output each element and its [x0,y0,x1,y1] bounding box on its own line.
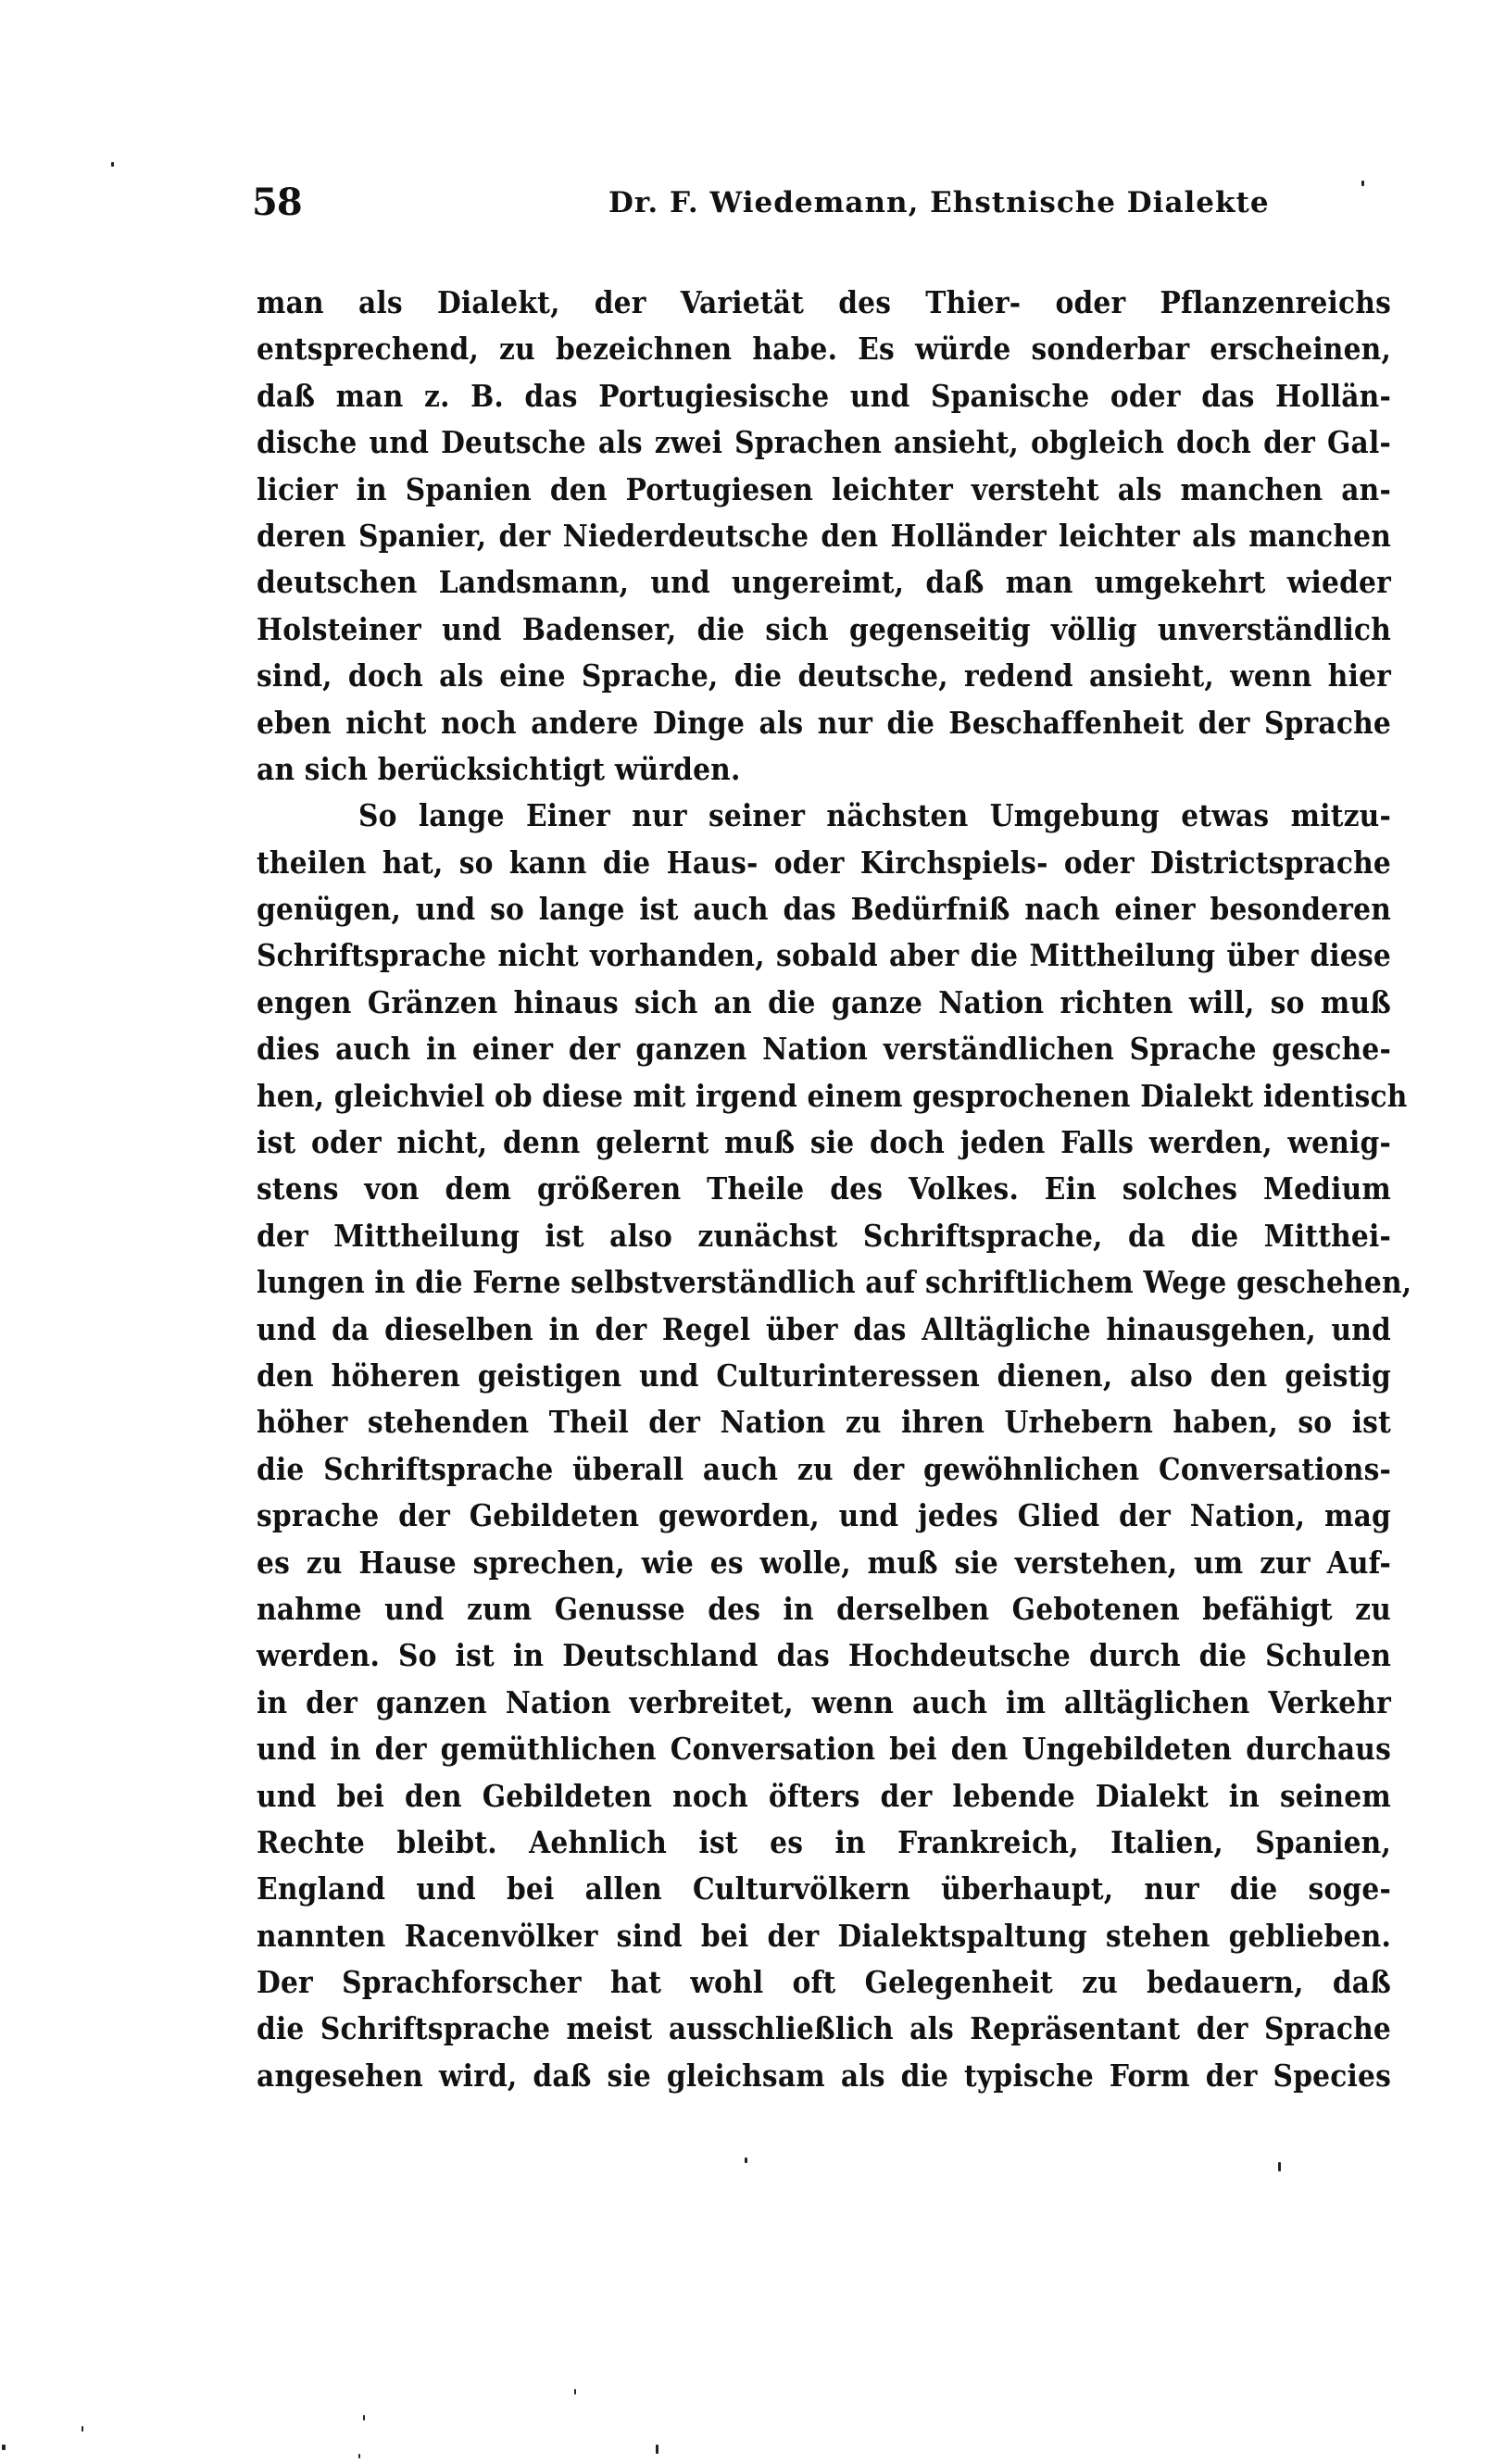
scan-speck [656,2445,658,2454]
text-line: sind, doch als eine Sprache, die deutsche, redend ansieht, wenn hier [257,657,1391,694]
scan-speck [745,2158,747,2163]
text-line: Holsteiner und Badenser, die sich gegenseitig völlig unverständlich [257,610,1391,647]
scan-speck [2,2445,6,2450]
text-line: werden. So ist in Deutschland das Hochdeutsche durch die Schulen [257,1637,1391,1674]
text-line: man als Dialekt, der Varietät des Thier- oder Pflanzenreichs [257,284,1391,320]
text-line: hen, gleichviel ob diese mit irgend einem gesprochenen Dialekt identisch [257,1077,1408,1114]
text-line: entsprechend, zu bezeichnen habe. Es würde sonderbar erscheinen, [257,331,1391,368]
scan-speck [358,2454,360,2458]
text-line: ist oder nicht, denn gelernt muß sie doch jeden Falls werden, wenig- [257,1124,1391,1161]
text-line: höher stehenden Theil der Nation zu ihren Urhebern haben, so ist [257,1404,1391,1441]
running-head: Dr. F. Wiedemann, Ehstnische Dialekte [608,186,1270,219]
text-line: und in der gemüthlichen Conversation bei den Ungebildeten durchaus [257,1731,1391,1768]
page-number: 58 [252,181,302,224]
text-line: die Schriftsprache überall auch zu der gewöhnlichen Conversations- [257,1450,1391,1487]
text-line: eben nicht noch andere Dinge als nur die Beschaffenheit der Sprache [257,704,1391,741]
body-text [257,280,1412,2099]
scan-speck [82,2426,83,2432]
text-line: licier in Spanien den Portugiesen leichter versteht als manchen an- [257,470,1391,507]
text-line: und da dieselben in der Regel über das Alltägliche hinausgehen, und [257,1310,1391,1347]
text-line: sprache der Gebildeten geworden, und jedes Glied der Nation, mag [257,1497,1391,1534]
text-line: deutschen Landsmann, und ungereimt, daß man umgekehrt wieder [257,564,1391,601]
scan-speck [1278,2162,1281,2171]
text-line: Der Sprachforscher hat wohl oft Gelegenheit zu bedauern, daß [257,1964,1391,2001]
text-line: lungen in die Ferne selbstverständlich auf schriftlichem Wege geschehen, [257,1264,1412,1301]
text-line: genügen, und so lange ist auch das Bedürfniß nach einer besonderen [257,891,1391,928]
paragraph-start-line: So lange Einer nur seiner nächsten Umgebung etwas mitzu- [358,797,1391,834]
page-header [252,181,1340,236]
text-line: dies auch in einer der ganzen Nation verständlichen Sprache gesche- [257,1031,1391,1068]
scan-speck [574,2389,576,2395]
text-line: es zu Hause sprechen, wie es wolle, muß sie verstehen, um zur Auf- [257,1544,1391,1581]
text-line: in der ganzen Nation verbreitet, wenn auch im alltäglichen Verkehr [257,1683,1391,1720]
scan-speck [1361,181,1364,186]
text-line: der Mittheilung ist also zunächst Schriftsprache, da die Mitthei- [257,1217,1391,1254]
text-line: daß man z. B. das Portugiesische und Spanische oder das Hollän- [257,377,1391,414]
text-line: theilen hat, so kann die Haus- oder Kirchspiels- oder Districtsprache [257,844,1391,881]
text-line: den höheren geistigen und Culturinteressen dienen, also den geistig [257,1357,1391,1394]
text-line: deren Spanier, der Niederdeutsche den Holländer leichter als manchen [257,517,1391,554]
paragraph-end-line: an sich berücksichtigt würden. [257,750,741,787]
text-line: nahme und zum Genusse des in derselben Gebotenen befähigt zu [257,1590,1391,1627]
scan-speck [111,162,114,167]
scan-speck [363,2415,365,2420]
text-line: dische und Deutsche als zwei Sprachen ansieht, obgleich doch der Gal- [257,424,1391,461]
text-line: stens von dem größeren Theile des Volkes. Ein solches Medium [257,1170,1391,1207]
text-line: und bei den Gebildeten noch öfters der lebende Dialekt in seinem [257,1777,1391,1814]
text-line: engen Gränzen hinaus sich an die ganze Nation richten will, so muß [257,983,1391,1020]
text-line: angesehen wird, daß sie gleichsam als die typische Form der Species [257,2057,1391,2094]
text-line: Rechte bleibt. Aehnlich ist es in Frankreich, Italien, Spanien, [257,1823,1391,1860]
text-line: England und bei allen Culturvölkern überhaupt, nur die soge- [257,1870,1391,1907]
text-line: die Schriftsprache meist ausschließlich als Repräsentant der Sprache [257,2010,1391,2047]
text-line: Schriftsprache nicht vorhanden, sobald aber die Mittheilung über diese [257,937,1391,974]
text-line: nannten Racenvölker sind bei der Dialektspaltung stehen geblieben. [257,1917,1391,1954]
